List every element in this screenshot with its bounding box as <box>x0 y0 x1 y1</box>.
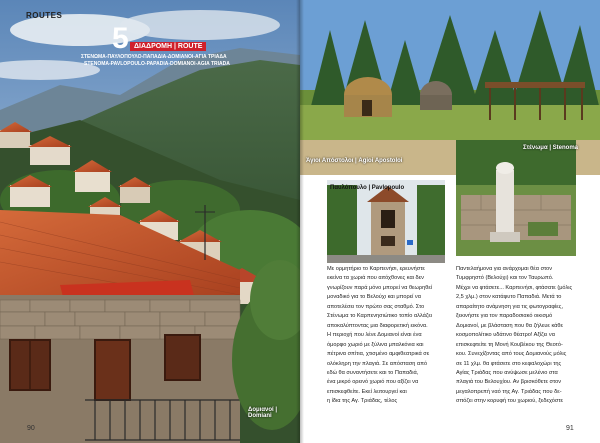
text-line: πέτρινα σπίτια, χτισμένο αμφιθεατρικά σε <box>327 351 430 358</box>
pavlopoulo-photo <box>327 180 445 263</box>
text-column-right <box>456 265 577 407</box>
stenoma-photo <box>456 140 576 256</box>
text-line: εδώ θα συναντήσετε και το Παπαδιά, <box>327 369 419 376</box>
text-line: επισκεφθείτε. Εκεί λειτουργεί και <box>327 388 407 395</box>
text-line: 2,5 χλμ.) στον κατάφυτο Παπαδιά. Μετά το <box>456 294 562 301</box>
text-line: ολόκληρη την πλαγιά. Σε απόσταση από <box>327 360 428 367</box>
route-tag: ΔΙΑΔΡΟΜΗ | ROUTE <box>130 42 206 51</box>
route-number: 5 <box>112 22 129 55</box>
text-line: Με ορμητήριο το Καρπενήσι, ερευνήστε <box>327 266 425 272</box>
text-line: σε 11 χλμ. θα φτάσετε στο κεφαλοχώρι της <box>456 360 562 367</box>
text-line: αποτελέσει τον πρώτο σας σταθμό. Στο <box>327 303 425 310</box>
text-line: εκείνα τα χωριά που αιτόχθονες και δεν <box>327 275 424 282</box>
photo-caption-pavlopoulo: Παυλόπουλο | Pavlopoulo <box>330 185 405 191</box>
text-line: μοναδικό για το Βελούχι και μπορεί να <box>327 294 421 301</box>
text-line: ξεκινήστε για τον παραδοσιακό οικισμό <box>456 313 553 320</box>
text-line: πλαγιά του Βελουχίου. Αν βρισκόθετε στον <box>456 379 562 386</box>
section-label: ROUTES <box>26 11 63 20</box>
text-line: κοσμοπολίτικο υδάτινο θέατρο! Αξίζει να <box>456 332 555 339</box>
page-gutter <box>296 0 304 443</box>
text-line: Η περιοχή που λένε Δομιανοί είναι ένα <box>327 332 422 339</box>
text-line: η ίδια της Αγ. Τριάδας, τέλος <box>327 398 398 405</box>
route-stops-greek: ΣΤΕΝΩΜΑ-ΠΑΥΛΟΠΟΥΛΟ-ΠΑΠΑΔΙΑ-ΔΟΜΙΑΝΟΙ-ΑΓΙΑ ΤΡΙΑΔΑ <box>81 54 227 60</box>
text-line: Στένωμα το Καρπενησιώτικο τοπίο αλλάζει <box>327 313 433 320</box>
text-line: μεγαλοπρεπή ναό της Αγ. Τριάδας που δε- <box>456 388 562 395</box>
photo-caption-agioi-apostoloi: Άγιοι Απόστολοι | Agioi Apostoloi <box>306 158 403 164</box>
text-line: Δομιανοί, με βλάσταση που θα ζήλευε κάθε <box>456 322 564 329</box>
text-line: κου. Συνεχίζοντας από τους Δομιανούς μόλις <box>456 351 567 358</box>
text-line: Τυμφρηστό (Βελούχι) και τον Ταυρωπό. <box>456 275 554 282</box>
text-line: γνωρίζουν παρά μόνο μπορεί να θεωρηθεί <box>327 284 433 291</box>
text-line: αποκαλύπτοντας μια διαφορετική εικόνα. <box>327 322 428 329</box>
route-stops-latin: STENOMA-PAVLOPOULO-PAPADIA-DOMIANOI-AGIA TRIADA <box>84 61 230 67</box>
text-column-left <box>327 265 448 407</box>
text-line: Παντελαήμονα για ανάρχομαι θέα στον <box>456 266 553 272</box>
page-number-left: 90 <box>27 425 35 432</box>
text-line: σπόζει στην κορυφή του χωριού, ξεδεχόστε <box>456 398 564 405</box>
photo-caption-domiani: Δομιανοί | Domiani <box>248 407 278 419</box>
text-line: όμορφο χωριό με ξύλινα μπαλκόνια και <box>327 341 424 348</box>
text-line: ένα μικρό ορεινό χωριό που αξίζει να <box>327 379 419 386</box>
page-number-right: 91 <box>566 425 574 432</box>
text-line: επισκεφτείτε τη Μονή Κουβέκου της Θεοτό- <box>456 341 563 348</box>
text-line: Μέχρι να φτάσετε... Καρπενήσι, φτάσατε (μόλις <box>456 284 573 291</box>
text-line: Αγίας Τριάδας που ανύψωσε μελένιο στα <box>456 369 558 376</box>
text-line: απαραίτητο ανάμνηση για τις φωτογραφίες, <box>456 303 564 310</box>
photo-caption-stenoma: Στένωμα | Stenoma <box>523 145 578 151</box>
